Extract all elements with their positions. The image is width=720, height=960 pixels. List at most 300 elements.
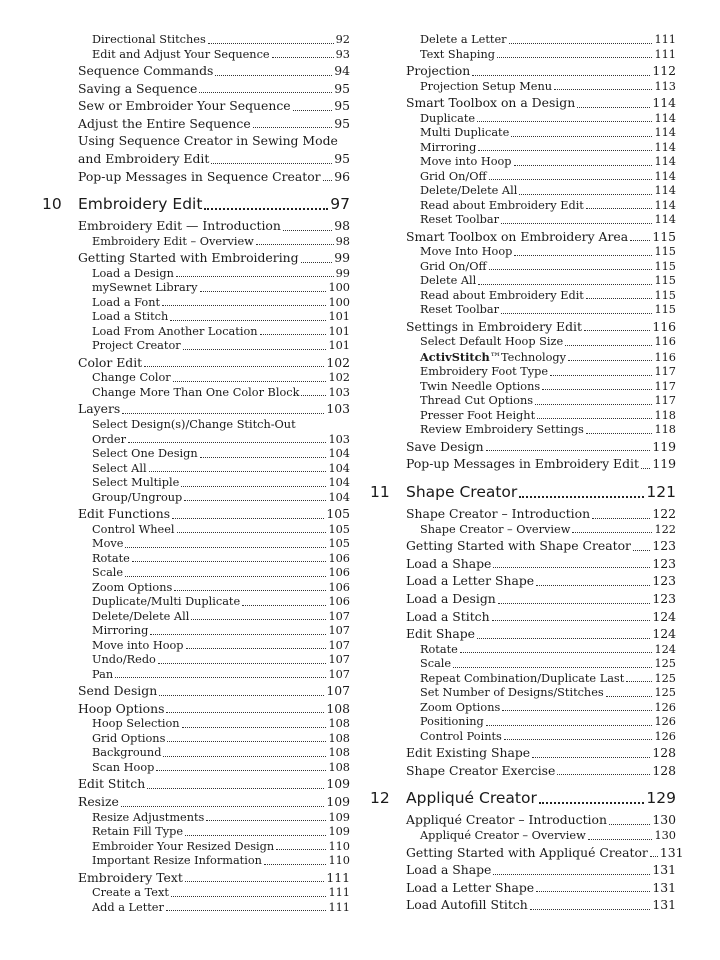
page-number: 115	[654, 303, 676, 317]
page-number: 93	[335, 47, 350, 61]
entry-title: Pan	[92, 667, 114, 681]
toc-subsection-zoom-options[interactable]	[92, 581, 350, 596]
toc-subsection-rotate[interactable]	[92, 552, 350, 567]
dot-leader	[199, 92, 332, 93]
dot-leader	[539, 802, 645, 804]
toc-subsection-reset-toolbar[interactable]	[420, 213, 676, 228]
entry-title: Grid Options	[92, 731, 166, 745]
toc-subsection-thread-cut-options[interactable]	[420, 394, 676, 409]
toc-subsection-edit-and-adjust-your-sequence[interactable]	[92, 48, 350, 63]
toc-subsection-grid-on-off[interactable]	[420, 170, 676, 185]
page-number: 92	[335, 33, 350, 46]
page-number: 130	[652, 812, 676, 828]
toc-subsection-select-multiple[interactable]	[92, 476, 350, 491]
dot-leader	[536, 585, 650, 586]
dot-leader	[486, 725, 653, 726]
page-number: 105	[328, 522, 350, 536]
entry-title: Smart Toolbox on a Design	[406, 95, 576, 111]
toc-subsection-rotate[interactable]	[420, 643, 676, 658]
entry-title: Load a Stitch	[406, 608, 490, 624]
dot-leader	[568, 360, 652, 361]
toc-subsection-positioning[interactable]	[420, 715, 676, 730]
toc-subsection-important-resize-information[interactable]	[92, 854, 350, 869]
page-number: 109	[328, 825, 350, 838]
entry-title: Review Embroidery Settings	[420, 423, 584, 437]
toc-subsection-read-about-embroidery-edit[interactable]	[420, 199, 676, 214]
toc-subsection-move-into-hoop[interactable]	[420, 155, 676, 170]
toc-subsection-create-a-text[interactable]	[92, 886, 350, 901]
dot-leader	[478, 150, 652, 151]
toc-section-getting-started-with-embroidering[interactable]	[78, 249, 350, 267]
dot-leader	[200, 457, 327, 458]
toc-section-load-a-shape[interactable]	[406, 555, 676, 573]
entry-title: Embroidery Text	[78, 869, 183, 885]
page-number: 104	[328, 490, 350, 504]
page-number: 115	[654, 245, 676, 259]
page-number: 108	[328, 717, 350, 731]
entry-title: Set Number of Designs/Stitches	[420, 686, 604, 700]
toc-section-save-design[interactable]	[406, 438, 676, 456]
dot-leader	[167, 741, 326, 742]
toc-column-left	[42, 33, 350, 915]
entry-title-line2-row	[92, 433, 350, 448]
toc-subsection-presser-foot-height[interactable]	[420, 409, 676, 424]
dot-leader	[171, 896, 327, 897]
toc-subsection-change-more-than-one-color-block[interactable]	[92, 386, 350, 401]
toc-section-load-a-design[interactable]	[406, 590, 676, 608]
toc-subsection-embroider-your-resized-design[interactable]	[92, 840, 350, 855]
toc-subsection-select-all[interactable]	[92, 462, 350, 477]
toc-subsection-embroidery-foot-type[interactable]	[420, 365, 676, 380]
page-number: 123	[652, 590, 676, 606]
entry-title: Color Edit	[78, 354, 143, 370]
entry-title: Delete All	[420, 274, 477, 288]
toc-section-load-a-shape[interactable]	[406, 861, 676, 879]
toc-subsection-delete-delete-all[interactable]	[420, 184, 676, 199]
toc-chapter-appliqu-creator[interactable]	[370, 787, 676, 809]
toc-section-load-a-stitch[interactable]	[406, 608, 676, 626]
page-number: 125	[654, 657, 676, 671]
dot-leader	[172, 518, 324, 519]
toc-section-adjust-the-entire-sequence[interactable]	[78, 115, 350, 133]
dot-leader	[497, 57, 652, 58]
page-number: 118	[654, 408, 676, 422]
dot-leader	[592, 518, 650, 519]
entry-title: Shape Creator	[406, 483, 518, 502]
toc-chapter-shape-creator[interactable]	[370, 481, 676, 503]
dot-leader	[166, 712, 324, 713]
entry-title: Shape Creator Exercise	[406, 762, 556, 778]
dot-leader	[519, 496, 644, 498]
toc-section-getting-started-with-shape-creator[interactable]	[406, 537, 676, 555]
toc-subsection-move-into-hoop[interactable]	[420, 245, 676, 260]
entry-title: Important Resize Information	[92, 854, 262, 867]
entry-title-line2: and Embroidery Edit	[78, 150, 210, 166]
toc-section-smart-toolbox-on-embroidery-area[interactable]	[406, 228, 676, 246]
page-number: 115	[654, 259, 676, 273]
entry-title: Group/Ungroup	[92, 490, 183, 504]
entry-title: Rotate	[420, 642, 458, 656]
page-number: 104	[328, 447, 350, 461]
dot-leader	[472, 75, 650, 76]
toc-subsection-scale[interactable]	[92, 566, 350, 581]
toc-section-color-edit[interactable]	[78, 354, 350, 372]
page-number: 99	[335, 266, 350, 280]
dot-leader	[162, 305, 326, 306]
dot-leader	[489, 179, 653, 180]
toc-subsection-add-a-letter[interactable]	[92, 901, 350, 916]
entry-title-rest: ™Technology	[489, 350, 567, 364]
page-number: 94	[334, 63, 350, 78]
toc-subsection-multi-duplicate[interactable]	[420, 126, 676, 141]
entry-title: Create a Text	[92, 886, 169, 900]
entry-title: Settings in Embroidery Edit	[406, 318, 582, 334]
entry-title: Embroider Your Resized Design	[92, 839, 275, 853]
page-number: 117	[654, 394, 676, 408]
entry-title: Select Default Hoop Size	[420, 335, 564, 349]
page-number: 107	[328, 638, 350, 652]
dot-leader	[565, 345, 652, 346]
page-number: 101	[328, 324, 350, 338]
toc-section-load-a-letter-shape[interactable]	[406, 879, 676, 897]
dot-leader	[323, 180, 333, 181]
toc-subsection-resize-adjustments[interactable]	[92, 811, 350, 826]
toc-subsection-read-about-embroidery-edit[interactable]	[420, 289, 676, 304]
toc-subsection-duplicate-multi-duplicate[interactable]	[92, 595, 350, 610]
page-number: 98	[334, 218, 350, 234]
entry-title: Shape Creator – Introduction	[406, 506, 591, 522]
dot-leader	[144, 366, 324, 367]
dot-leader	[554, 89, 652, 90]
dot-leader	[550, 375, 652, 376]
toc-subsection-twin-needle-options[interactable]	[420, 380, 676, 395]
dot-leader	[606, 696, 653, 697]
entry-title: Load Autofill Stitch	[406, 897, 528, 913]
entry-title: Select One Design	[92, 447, 198, 461]
toc-subsection-delete-a-letter[interactable]	[420, 33, 676, 48]
dot-leader	[182, 727, 327, 728]
toc-section-edit-shape[interactable]	[406, 625, 676, 643]
page-number: 105	[326, 506, 350, 522]
dot-leader	[514, 165, 653, 166]
page-number: 109	[326, 776, 350, 792]
toc-subsection-review-embroidery-settings[interactable]	[420, 423, 676, 438]
toc-subsection-scan-hoop[interactable]	[92, 761, 350, 776]
entry-title: Projection Setup Menu	[420, 79, 553, 93]
toc-subsection-projection-setup-menu[interactable]	[420, 80, 676, 95]
dot-leader	[537, 418, 652, 419]
page-number: 102	[326, 354, 350, 370]
page-number: 95	[334, 98, 350, 114]
toc-subsection-load-a-design[interactable]	[92, 267, 350, 282]
toc-subsection-duplicate[interactable]	[420, 112, 676, 127]
dot-leader	[584, 330, 650, 331]
dot-leader	[293, 110, 333, 111]
toc-section-load-a-letter-shape[interactable]	[406, 572, 676, 590]
toc-section-edit-existing-shape[interactable]	[406, 744, 676, 762]
dot-leader	[609, 824, 650, 825]
entry-title: Edit Stitch	[78, 776, 146, 792]
toc-section-smart-toolbox-on-a-design[interactable]	[406, 94, 676, 112]
toc-section-resize[interactable]	[78, 793, 350, 811]
toc-subsection-load-from-another-location[interactable]	[92, 325, 350, 340]
toc-subsection-retain-fill-type[interactable]	[92, 825, 350, 840]
toc-section-embroidery-text[interactable]	[78, 869, 350, 887]
entry-title: Load a Design	[406, 590, 496, 606]
dot-leader	[535, 404, 652, 405]
page-number: 98	[335, 234, 350, 248]
toc-section-pop-up-messages-in-embroidery-edit[interactable]	[406, 455, 676, 473]
page-number: 124	[652, 608, 676, 624]
dot-leader	[147, 788, 324, 789]
entry-title: Undo/Redo	[92, 653, 156, 667]
entry-title: Appliqué Creator – Introduction	[406, 812, 607, 828]
toc-section-send-design[interactable]	[78, 682, 350, 700]
toc-subsection-project-creator[interactable]	[92, 339, 350, 354]
toc-section-edit-stitch[interactable]	[78, 775, 350, 793]
dot-leader	[149, 471, 327, 472]
entry-title: Sequence Commands	[78, 63, 214, 78]
toc-subsection-pan[interactable]	[92, 668, 350, 683]
entry-title: Appliqué Creator	[406, 789, 537, 808]
toc-subsection-grid-on-off[interactable]	[420, 260, 676, 275]
entry-title: Select Multiple	[92, 476, 180, 490]
page-number: 101	[328, 339, 350, 353]
toc-subsection-grid-options[interactable]	[92, 732, 350, 747]
toc-section-saving-a-sequence[interactable]	[78, 80, 350, 98]
entry-title: Select All	[92, 461, 147, 475]
page-number: 109	[328, 810, 350, 824]
dot-leader	[504, 739, 653, 740]
page-number: 117	[654, 379, 676, 393]
entry-title: Pop-up Messages in Embroidery Edit	[406, 456, 639, 472]
toc-section-shape-creator-exercise[interactable]	[406, 762, 676, 780]
page-number: 116	[654, 335, 676, 349]
dot-leader	[511, 136, 652, 137]
page-number: 103	[328, 432, 350, 446]
dot-leader	[586, 298, 653, 299]
dot-leader	[125, 547, 326, 548]
page-number: 126	[654, 715, 676, 729]
page-number: 114	[654, 198, 676, 212]
page-number: 117	[654, 365, 676, 379]
toc-chapter-embroidery-edit[interactable]	[42, 193, 350, 215]
dot-leader	[650, 856, 658, 857]
toc-subsection-zoom-options[interactable]	[420, 701, 676, 716]
toc-subsection-mirroring[interactable]	[420, 141, 676, 156]
page-number: 109	[326, 793, 350, 809]
toc-section-shape-creator-introduction[interactable]	[406, 505, 676, 523]
page-number: 111	[654, 33, 676, 46]
page-number: 111	[328, 886, 350, 900]
toc-subsection-appliqu-creator-overview[interactable]	[420, 829, 676, 844]
page-number: 130	[654, 829, 676, 842]
entry-title: Zoom Options	[420, 700, 501, 714]
dot-leader	[191, 619, 326, 620]
toc-section-load-autofill-stitch[interactable]	[406, 896, 676, 914]
dot-leader	[283, 230, 332, 231]
toc-section-sequence-commands[interactable]	[78, 62, 350, 80]
toc-subsection-load-a-font[interactable]	[92, 296, 350, 311]
page-number: 121	[646, 483, 676, 502]
entry-title: Mirroring	[92, 624, 149, 638]
page-number: 102	[328, 371, 350, 385]
toc-subsection-select-one-design[interactable]	[92, 447, 350, 462]
entry-title: Control Wheel	[92, 522, 175, 536]
toc-subsection-control-wheel[interactable]	[92, 523, 350, 538]
toc-section-appliqu-creator-introduction[interactable]	[406, 811, 676, 829]
toc-section-embroidery-edit-introduction[interactable]	[78, 217, 350, 235]
toc-section-hoop-options[interactable]	[78, 700, 350, 718]
dot-leader	[122, 413, 324, 414]
page-number: 124	[652, 626, 676, 642]
entry-title: Reset Toolbar	[420, 303, 500, 317]
dot-leader	[478, 284, 652, 285]
toc-subsection-group-ungroup[interactable]	[92, 491, 350, 506]
toc-subsection-move-into-hoop[interactable]	[92, 639, 350, 654]
toc-subsection-reset-toolbar[interactable]	[420, 303, 676, 318]
page-number: 111	[326, 869, 350, 885]
dot-leader	[150, 634, 326, 635]
entry-title: Positioning	[420, 715, 484, 729]
dot-leader	[633, 550, 650, 551]
entry-title	[420, 350, 568, 366]
toc-subsection-embroidery-edit-overview[interactable]	[92, 235, 350, 250]
toc-subsection-undo-redo[interactable]	[92, 653, 350, 668]
toc-subsection-move[interactable]	[92, 537, 350, 552]
entry-title: Resize	[78, 793, 119, 809]
toc-subsection-text-shaping[interactable]	[420, 48, 676, 63]
page-number: 99	[334, 250, 350, 266]
entry-title: Hoop Options	[78, 700, 165, 716]
toc-subsection-shape-creator-overview[interactable]	[420, 523, 676, 538]
page-number: 113	[654, 79, 676, 93]
entry-title: mySewnet Library	[92, 281, 198, 295]
entry-title: Save Design	[406, 438, 484, 454]
entry-title: Adjust the Entire Sequence	[78, 115, 251, 131]
toc-column-right	[370, 33, 684, 914]
toc-section-sew-or-embroider-your-sequence[interactable]	[78, 97, 350, 115]
toc-section-pop-up-messages-in-sequence-creator[interactable]	[78, 168, 350, 186]
dot-leader	[264, 864, 327, 865]
entry-title: Scale	[92, 566, 124, 580]
dot-leader	[641, 468, 650, 469]
entry-title: Delete a Letter	[420, 33, 507, 46]
toc-section-projection[interactable]	[406, 62, 676, 80]
entry-title-bold: ActivStitch	[420, 349, 490, 364]
dot-leader	[181, 486, 326, 487]
entry-title: Scan Hoop	[92, 760, 155, 774]
page-number: 123	[652, 555, 676, 571]
dot-leader	[128, 442, 326, 443]
entry-title: Resize Adjustments	[92, 810, 205, 824]
page-number: 106	[328, 595, 350, 609]
page-number: 124	[654, 642, 676, 656]
page-number: 118	[654, 423, 676, 437]
entry-title: Getting Started with Appliqué Creator	[406, 844, 648, 860]
page-number: 116	[654, 350, 676, 364]
toc-subsection-delete-delete-all[interactable]	[92, 610, 350, 625]
page-number: 108	[328, 746, 350, 760]
toc-subsection-select-design-s-change-stitch-out[interactable]	[92, 418, 350, 447]
toc-section-getting-started-with-appliqu-creator[interactable]	[406, 844, 684, 862]
entry-title: Duplicate/Multi Duplicate	[92, 595, 241, 609]
toc-subsection-repeat-combination-duplicate-last[interactable]	[420, 672, 676, 687]
toc-subsection-delete-all[interactable]	[420, 274, 676, 289]
entry-title: Retain Fill Type	[92, 825, 184, 838]
page-number: 106	[328, 551, 350, 565]
entry-title-line2-row	[78, 150, 350, 168]
page-number: 125	[654, 686, 676, 700]
toc-subsection-hoop-selection[interactable]	[92, 717, 350, 732]
page-number: 114	[654, 184, 676, 198]
entry-title: Appliqué Creator – Overview	[420, 829, 586, 842]
dot-leader	[542, 389, 652, 390]
page-number: 110	[328, 839, 350, 853]
toc-subsection-background[interactable]	[92, 746, 350, 761]
page-number: 129	[646, 789, 676, 808]
entry-title: Read about Embroidery Edit	[420, 198, 584, 212]
page-number: 95	[334, 115, 350, 131]
toc-subsection-directional-stitches[interactable]	[92, 33, 350, 48]
toc-subsection-mirroring[interactable]	[92, 624, 350, 639]
entry-title-line2: Order	[92, 432, 126, 446]
entry-title: Edit Existing Shape	[406, 745, 531, 761]
entry-title: Read about Embroidery Edit	[420, 288, 584, 302]
toc-section-edit-functions[interactable]	[78, 505, 350, 523]
dot-leader	[577, 107, 650, 108]
page-number: 100	[328, 281, 350, 295]
page-number: 119	[652, 456, 676, 472]
page-number: 97	[330, 195, 350, 214]
entry-title: Load a Letter Shape	[406, 573, 535, 589]
toc-section-settings-in-embroidery-edit[interactable]	[406, 318, 676, 336]
dot-leader	[301, 262, 333, 263]
toc-subsection-control-points[interactable]	[420, 730, 676, 745]
toc-subsection-select-default-hoop-size[interactable]	[420, 335, 676, 350]
toc-subsection-activstitch-technology[interactable]	[420, 350, 676, 366]
entry-title: Embroidery Foot Type	[420, 365, 549, 379]
entry-title: Add a Letter	[92, 900, 164, 914]
page-number: 128	[652, 762, 676, 778]
entry-title: Move Into Hoop	[420, 245, 513, 259]
entry-title: Move	[92, 537, 124, 551]
toc-section-layers[interactable]	[78, 400, 350, 418]
entry-title: Move into Hoop	[92, 638, 184, 652]
entry-title: Layers	[78, 401, 121, 417]
toc-subsection-set-number-of-designs-stitches[interactable]	[420, 686, 676, 701]
entry-title: Mirroring	[420, 140, 477, 154]
entry-title: Scale	[420, 657, 452, 671]
toc-subsection-scale[interactable]	[420, 657, 676, 672]
toc-subsection-mysewnet-library[interactable]	[92, 281, 350, 296]
dot-leader	[588, 839, 653, 840]
entry-title: Projection	[406, 63, 471, 78]
dot-leader	[630, 240, 650, 241]
page-number: 111	[328, 900, 350, 914]
dot-leader	[200, 291, 327, 292]
toc-subsection-load-a-stitch[interactable]	[92, 310, 350, 325]
page-number: 95	[334, 80, 350, 96]
toc-section-using-sequence-creator-in-sewing-mode[interactable]	[78, 132, 350, 167]
dot-leader	[272, 57, 334, 58]
toc-subsection-change-color[interactable]	[92, 371, 350, 386]
dot-leader	[177, 532, 327, 533]
page-number: 95	[334, 150, 350, 166]
dot-leader	[501, 313, 652, 314]
dot-leader	[502, 710, 652, 711]
entry-title: Edit Functions	[78, 506, 171, 522]
